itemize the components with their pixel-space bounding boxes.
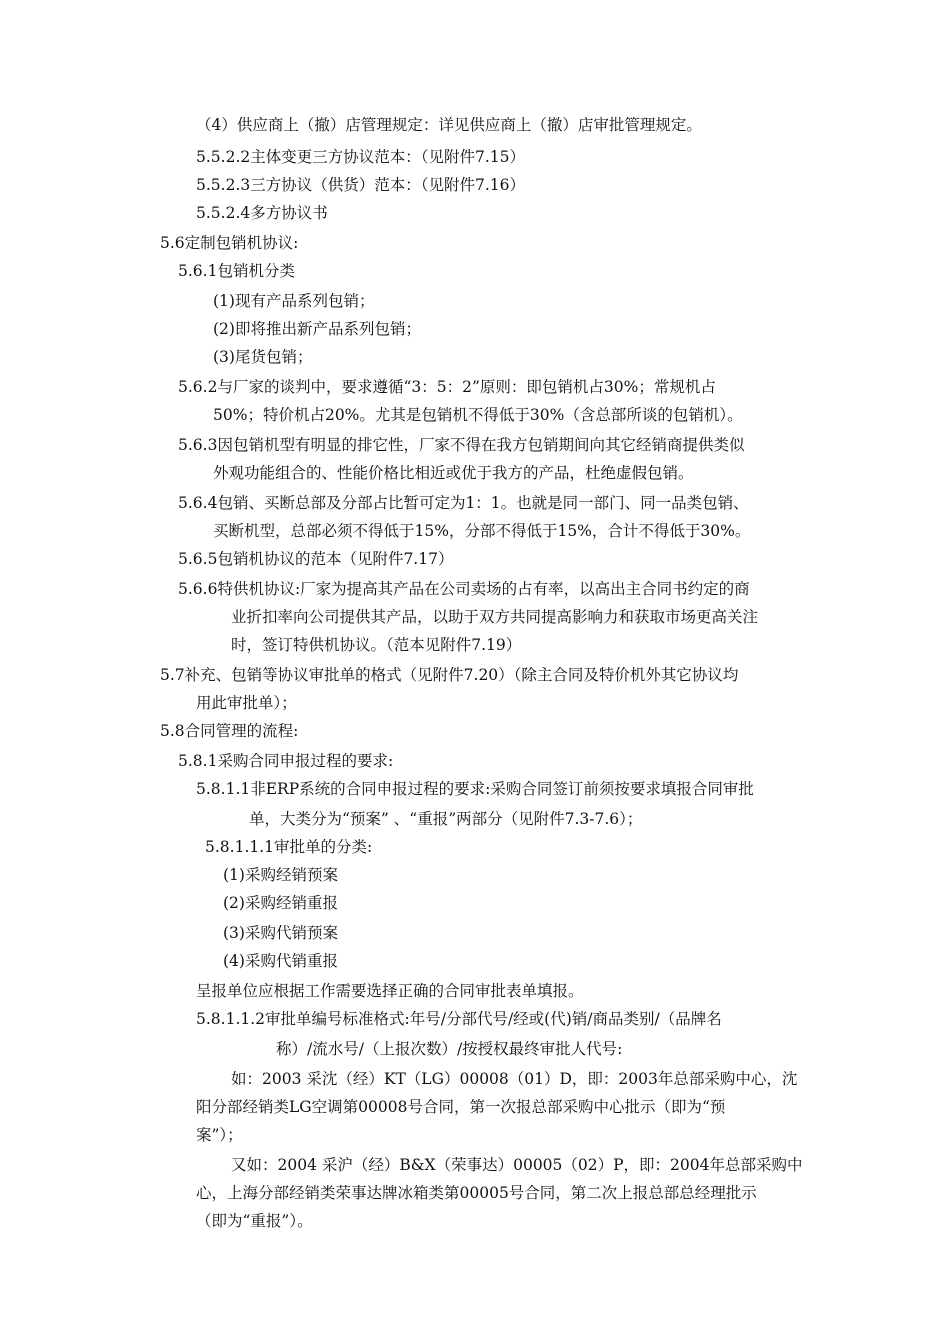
example-2: 又如：2004 采沪（经）B&X（荣事达）00005（02）P，即：2004年总部采购中 [231,1156,803,1174]
list-item: (3)采购代销预案 [223,924,338,942]
section-5-6-2-cont: 50%；特价机占20%。尤其是包销机不得低于30%（含总部所谈的包销机）。 [213,406,743,424]
section-5-8-1-1-2: 5.8.1.1.2审批单编号标准格式:年号/分部代号/经或(代)销/商品类别/（品牌名 [196,1010,722,1028]
section-5-6-3-cont: 外观功能组合的、性能价格比相近或优于我方的产品，杜绝虚假包销。 [213,464,694,482]
section-5-5-2-2: 5.5.2.2主体变更三方协议范本：（见附件7.15） [196,148,525,166]
section-5-6-6-cont: 业折扣率向公司提供其产品，以助于双方共同提高影响力和获取市场更高关注 [231,608,759,626]
example-1-cont: 案”）； [196,1126,243,1144]
section-5-8-1-1-cont: 单，大类分为“预案” 、“重报”两部分（见附件7.3-7.6）； [249,810,643,828]
section-5-8-1-1-2-cont: 称）/流水号/（上报次数）/按授权最终审批人代号: [276,1040,623,1058]
list-item: (1)采购经销预案 [223,866,338,884]
section-5-5-2-4: 5.5.2.4多方协议书 [196,204,328,222]
list-item: (4)采购代销重报 [223,952,338,970]
example-2-cont: （即为“重报”）。 [196,1212,313,1230]
list-item: (1)现有产品系列包销； [213,292,375,310]
section-5-8-1-1: 5.8.1.1非ERP系统的合同申报过程的要求:采购合同签订前须按要求填报合同审批 [196,780,754,798]
example-2-cont: 心，上海分部经销类荣事达牌冰箱类第00005号合同，第二次上报总部总经理批示 [196,1184,757,1202]
section-5-7-cont: 用此审批单）； [196,694,297,712]
supplier-store-rule: （4）供应商上（撤）店管理规定：详见供应商上（撤）店审批管理规定。 [196,116,702,134]
section-5-6-2: 5.6.2与厂家的谈判中，要求遵循“3：5：2”原则：即包销机占30%；常规机占 [178,378,716,396]
section-5-6-3: 5.6.3因包销机型有明显的排它性，厂家不得在我方包销期间向其它经销商提供类似 [178,436,745,454]
section-5-6-heading: 5.6定制包销机协议: [160,234,299,252]
example-1: 如：2003 采沈（经）KT（LG）00008（01）D，即：2003年总部采购中心，沈 [231,1070,798,1088]
section-5-6-5: 5.6.5包销机协议的范本（见附件7.17） [178,550,454,568]
section-5-6-6-cont: 时，签订特供机协议。（范本见附件7.19） [231,636,522,654]
section-5-6-4: 5.6.4包销、买断总部及分部占比暂可定为1：1。也就是同一部门、同一品类包销、 [178,494,749,512]
example-1-cont: 阳分部经销类LG空调第00008号合同，第一次报总部采购中心批示（即为“预 [196,1098,726,1116]
section-5-5-2-3: 5.5.2.3三方协议（供货）范本：（见附件7.16） [196,176,525,194]
section-5-8-1-1-1: 5.8.1.1.1审批单的分类: [205,838,373,856]
section-5-8-heading: 5.8合同管理的流程: [160,722,299,740]
list-item: (2)即将推出新产品系列包销； [213,320,421,338]
section-5-7: 5.7补充、包销等协议审批单的格式（见附件7.20）（除主合同及特价机外其它协议均 [160,666,739,684]
section-5-6-1-heading: 5.6.1包销机分类 [178,262,295,280]
section-5-6-6: 5.6.6特供机协议:厂家为提高其产品在公司卖场的占有率，以高出主合同书约定的商 [178,580,750,598]
section-5-8-1-heading: 5.8.1采购合同申报过程的要求: [178,752,394,770]
section-5-6-4-cont: 买断机型，总部必须不得低于15%，分部不得低于15%，合计不得低于30%。 [213,522,751,540]
list-item: (3)尾货包销； [213,348,313,366]
submission-note: 呈报单位应根据工作需要选择正确的合同审批表单填报。 [196,982,584,1000]
list-item: (2)采购经销重报 [223,894,338,912]
